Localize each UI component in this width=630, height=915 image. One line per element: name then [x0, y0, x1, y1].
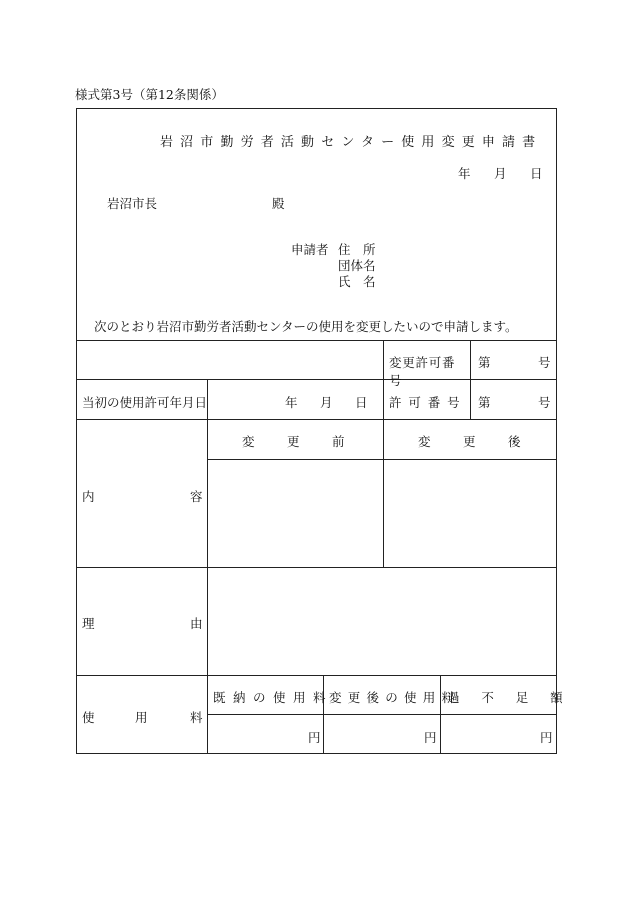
changed-fee-yen: 円 — [424, 730, 437, 745]
paid-fee-yen: 円 — [308, 730, 321, 745]
fee-difference-yen: 円 — [540, 730, 553, 745]
divider — [323, 675, 324, 754]
date-day-label: 日 — [530, 166, 543, 181]
content-before-field[interactable] — [208, 460, 383, 567]
permit-number-suffix: 号 — [538, 395, 551, 410]
fee-label-char-1: 使 — [82, 710, 95, 725]
addressee-name: 岩沼市長 — [107, 196, 158, 211]
reason-label-end: 由 — [190, 616, 203, 631]
fee-difference-header: 過不足額 — [447, 690, 585, 705]
form-number: 様式第3号（第12条関係） — [75, 87, 224, 102]
changed-fee-header: 変更後の使用料 — [329, 690, 461, 705]
divider — [470, 340, 471, 419]
content-label-start: 内 — [82, 489, 95, 504]
applicant-name-label: 氏 名 — [338, 274, 376, 289]
divider — [383, 340, 384, 419]
date-year-label: 年 — [458, 166, 471, 181]
after-change-header: 変更後 — [418, 434, 554, 449]
divider — [440, 675, 441, 754]
application-statement: 次のとおり岩沼市勤労者活動センターの使用を変更したいので申請します。 — [94, 319, 518, 334]
paid-fee-header: 既納の使用料 — [213, 690, 334, 705]
change-permit-number-label — [389, 353, 465, 389]
form-title: 岩沼市勤労者活動センター使用変更申請書 — [160, 135, 543, 150]
applicant-label: 申請者 — [291, 242, 329, 257]
original-permit-year-label: 年 — [285, 395, 298, 410]
addressee-honorific: 殿 — [272, 196, 285, 211]
fee-label-char-2: 用 — [135, 710, 148, 725]
permit-number-prefix: 第 — [478, 395, 491, 410]
before-change-header: 変更前 — [242, 434, 378, 449]
permit-number-label: 許可番号 — [389, 395, 467, 410]
reason-field[interactable] — [208, 568, 556, 675]
divider — [76, 675, 557, 676]
divider — [76, 379, 557, 380]
change-permit-number-prefix: 第 — [478, 355, 491, 370]
original-permit-date-label: 当初の使用許可年月日 — [82, 395, 208, 410]
fee-label-char-3: 料 — [190, 710, 203, 725]
divider — [207, 714, 557, 715]
content-after-field[interactable] — [384, 460, 556, 567]
original-permit-month-label: 月 — [320, 395, 333, 410]
date-month-label: 月 — [494, 166, 507, 181]
applicant-organization-label: 団体名 — [338, 258, 376, 273]
original-permit-day-label: 日 — [355, 395, 368, 410]
change-permit-number-label-text: 変更許可番号 — [389, 355, 456, 388]
content-label-end: 容 — [190, 489, 203, 504]
applicant-address-label: 住 所 — [338, 242, 376, 257]
divider — [76, 340, 557, 341]
reason-label-start: 理 — [82, 616, 95, 631]
change-permit-number-suffix: 号 — [538, 355, 551, 370]
divider — [76, 419, 557, 420]
